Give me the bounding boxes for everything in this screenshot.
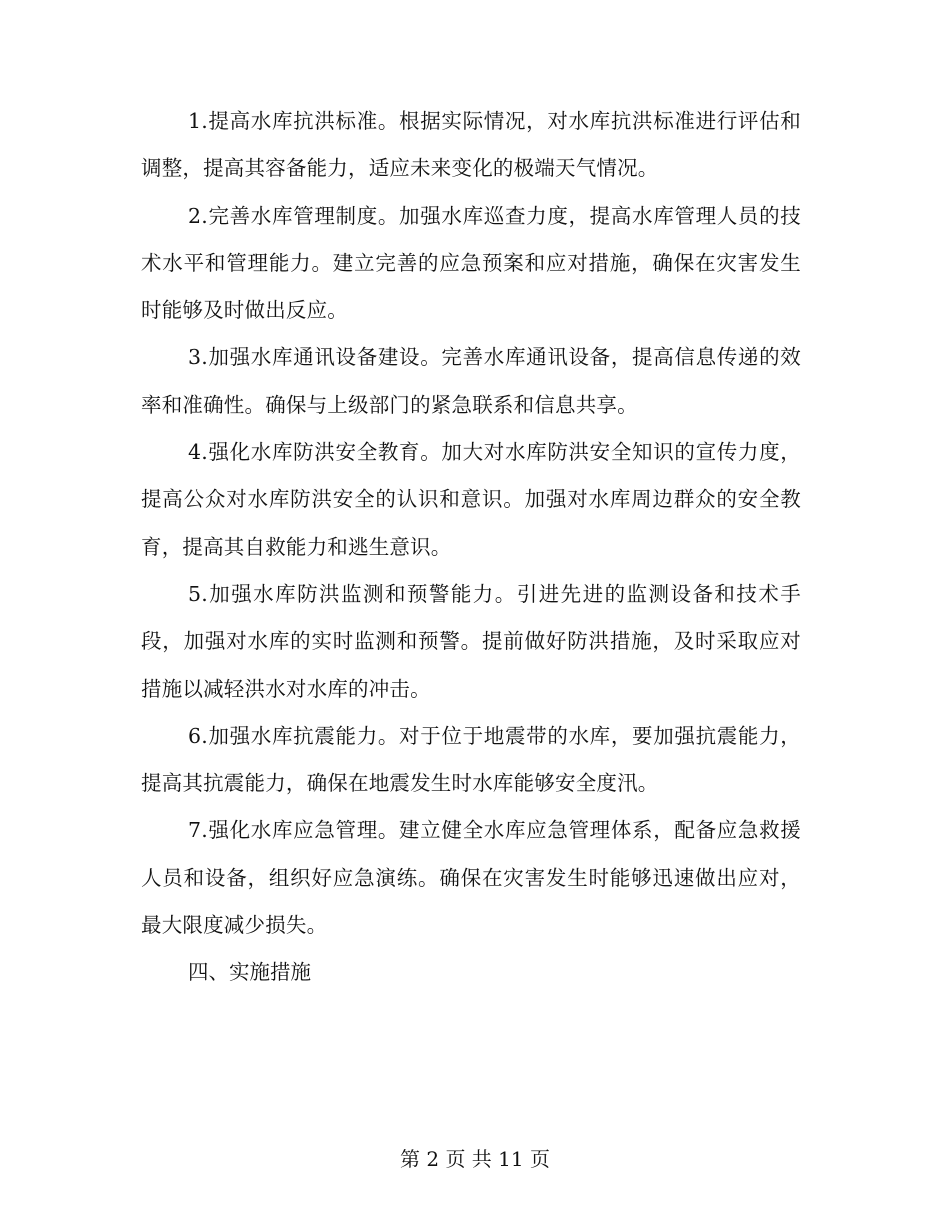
paragraph-4: 4.强化水库防洪安全教育。加大对水库防洪安全知识的宣传力度，提高公众对水库防洪安全的认识和意识。加强对水库周边群众的安全教育，提高其自救能力和逃生意识。 <box>141 440 801 559</box>
paragraph-2: 2.完善水库管理制度。加强水库巡查力度，提高水库管理人员的技术水平和管理能力。建立完善的应急预案和应对措施，确保在灾害发生时能够及时做出反应。 <box>141 203 801 323</box>
page-footer: 第 2 页 共 11 页 <box>400 1147 550 1171</box>
paragraph-3: 3.加强水库通讯设备建设。完善水库通讯设备，提高信息传递的效率和准确性。确保与上级部门的紧急联系和信息共享。 <box>141 345 801 417</box>
section-heading: 四、实施措施 <box>188 960 311 985</box>
paragraph-6: 6.加强水库抗震能力。对于位于地震带的水库，要加强抗震能力，提高其抗震能力，确保在地震发生时水库能够安全度汛。 <box>141 723 801 796</box>
paragraph-7: 7.强化水库应急管理。建立健全水库应急管理体系，配备应急救援人员和设备，组织好应急演练。确保在灾害发生时能够迅速做出应对，最大限度减少损失。 <box>141 818 801 938</box>
paragraph-1: 1.提高水库抗洪标准。根据实际情况，对水库抗洪标准进行评估和调整，提高其容备能力，适应未来变化的极端天气情况。 <box>141 109 801 181</box>
document-body <box>141 98 801 997</box>
paragraph-5: 5.加强水库防洪监测和预警能力。引进先进的监测设备和技术手段，加强对水库的实时监测和预警。提前做好防洪措施，及时采取应对措施以减轻洪水对水库的冲击。 <box>141 581 801 701</box>
